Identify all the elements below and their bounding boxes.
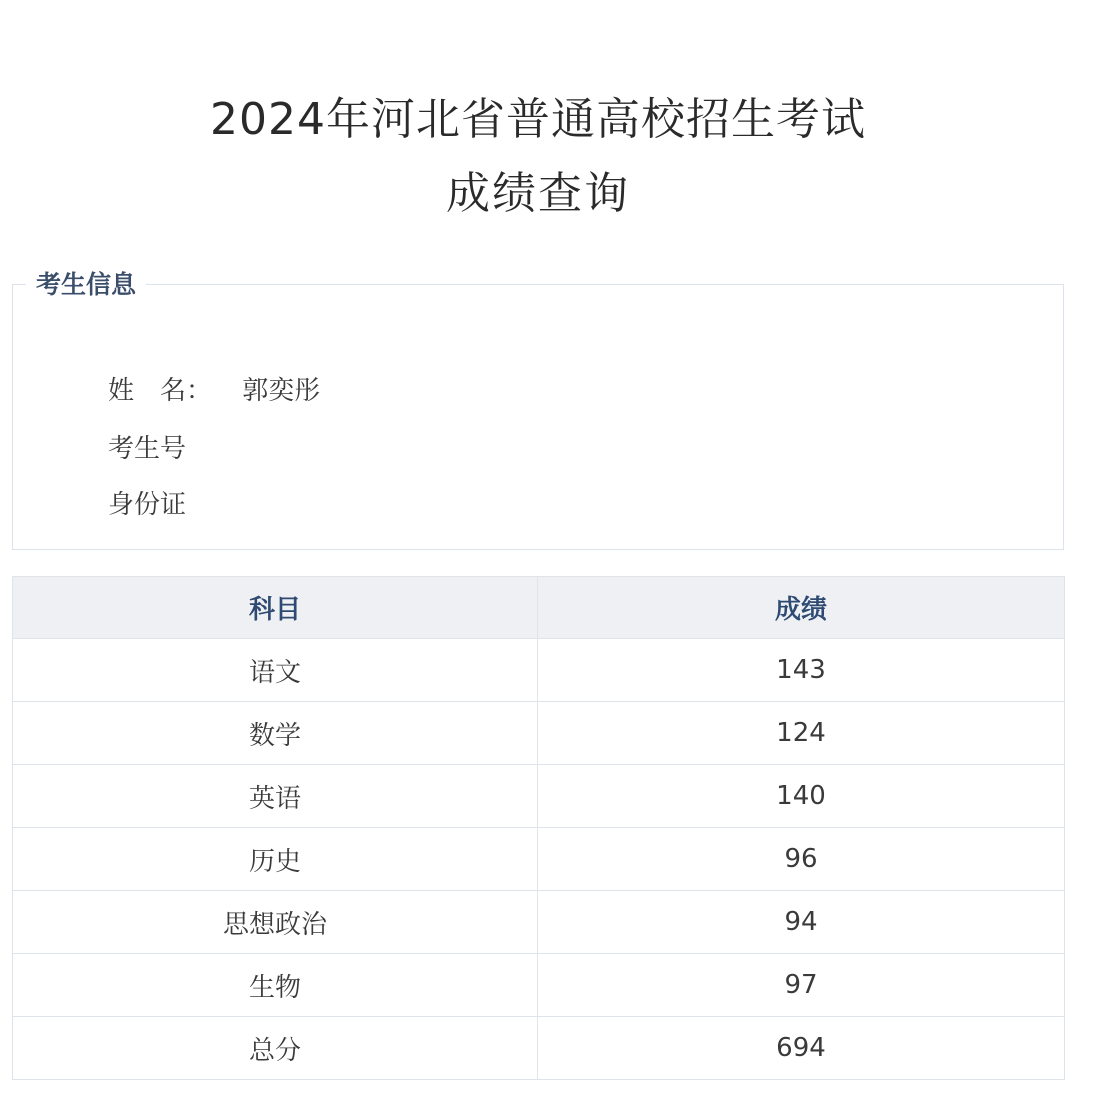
subject-cell: 英语 — [13, 765, 538, 828]
subject-cell: 语文 — [13, 639, 538, 702]
candidate-info-legend: 考生信息 — [26, 268, 146, 302]
score-cell: 124 — [538, 702, 1065, 765]
subject-cell: 数学 — [13, 702, 538, 765]
score-cell: 97 — [538, 954, 1065, 1017]
column-header-score: 成绩 — [538, 577, 1065, 639]
name-label: 姓 名： — [108, 376, 213, 406]
table-row — [13, 891, 1065, 954]
info-row-name — [108, 374, 320, 408]
info-row-exam-number — [108, 432, 242, 466]
table-row — [13, 702, 1065, 765]
name-value: 郭奕彤 — [242, 376, 321, 406]
score-cell: 94 — [538, 891, 1065, 954]
score-cell: 140 — [538, 765, 1065, 828]
score-cell: 694 — [538, 1017, 1065, 1080]
scores-table — [12, 576, 1065, 1080]
subject-cell: 思想政治 — [13, 891, 538, 954]
table-row — [13, 639, 1065, 702]
page-subtitle: 成绩查询 — [446, 168, 630, 219]
table-header-row — [13, 577, 1065, 639]
id-card-label: 身份证 — [108, 490, 187, 520]
exam-number-label: 考生号 — [108, 434, 187, 464]
score-cell: 143 — [538, 639, 1065, 702]
score-cell: 96 — [538, 828, 1065, 891]
column-header-subject: 科目 — [13, 577, 538, 639]
table-row — [13, 954, 1065, 1017]
page-title: 2024年河北省普通高校招生考试 — [210, 94, 866, 145]
subject-cell: 历史 — [13, 828, 538, 891]
info-row-id-card — [108, 488, 242, 522]
table-row-total — [13, 1017, 1065, 1080]
table-row — [13, 828, 1065, 891]
table-row — [13, 765, 1065, 828]
subject-cell: 总分 — [13, 1017, 538, 1080]
subject-cell: 生物 — [13, 954, 538, 1017]
